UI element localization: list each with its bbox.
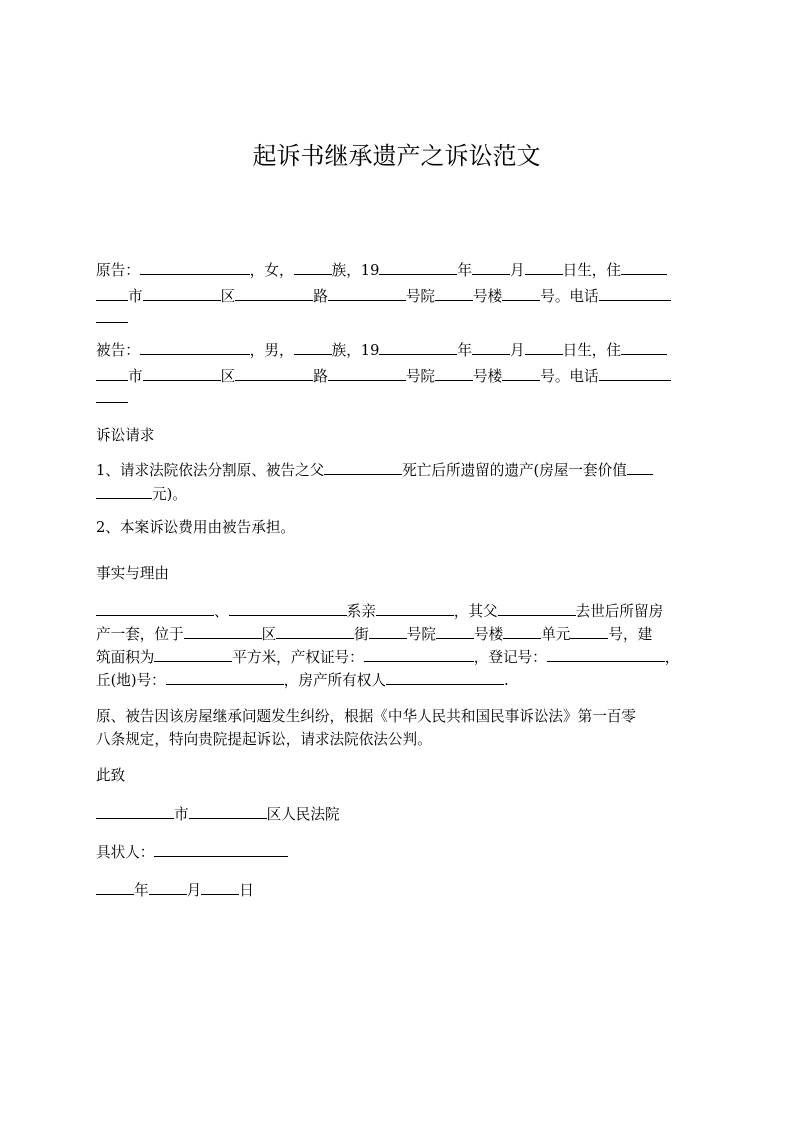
defendant-district-blank[interactable]	[143, 364, 221, 381]
defendant-city-blank[interactable]	[96, 364, 128, 381]
plaintiff-courtyard-label: 号院	[405, 288, 436, 305]
signer-label: 具状人：	[96, 844, 155, 861]
court-district-blank[interactable]	[189, 802, 267, 819]
plaintiff-city-label: 市	[128, 288, 143, 305]
date-month-blank[interactable]	[149, 878, 187, 895]
court-city-blank[interactable]	[96, 802, 174, 819]
defendant-year-label: 年	[457, 342, 472, 359]
claim-1-line-2	[96, 482, 187, 506]
defendant-line-3	[96, 386, 128, 410]
defendant-city-label: 市	[128, 368, 143, 385]
claim-1-text-c: 元)。	[152, 486, 187, 503]
plaintiff-day-blank[interactable]	[525, 258, 563, 275]
area-blank[interactable]	[154, 645, 232, 662]
defendant-month-blank[interactable]	[472, 338, 510, 355]
location-building-blank[interactable]	[436, 622, 474, 639]
facts-lot-label: 丘(地)号：	[96, 672, 166, 689]
plaintiff-city-blank[interactable]	[96, 284, 128, 301]
date-day-blank[interactable]	[201, 878, 239, 895]
plaintiff-sex: ，女，	[249, 262, 294, 279]
defendant-phone-label: 号。电话	[540, 368, 599, 385]
owner-blank[interactable]	[386, 668, 504, 685]
facts-father: ，其父	[453, 603, 498, 620]
plaintiff-road-label: 路	[313, 288, 328, 305]
court-line	[96, 802, 340, 826]
plaintiff-road-blank[interactable]	[235, 284, 313, 301]
court-name-label: 区人民法院	[266, 806, 340, 823]
defendant-year-prefix: 19	[360, 342, 380, 359]
plaintiff-day-label: 日生，住	[562, 262, 621, 279]
property-value-blank-cont[interactable]	[96, 482, 152, 499]
location-street-blank[interactable]	[276, 622, 354, 639]
facts-relation: 系亲	[346, 603, 376, 620]
plaintiff-name-blank[interactable]	[140, 258, 250, 275]
plaintiff-building-label: 号楼	[473, 288, 503, 305]
claim-2: 2、本案诉讼费用由被告承担。	[96, 519, 296, 536]
facts-line-3	[96, 645, 679, 669]
lot-number-blank[interactable]	[166, 668, 284, 685]
plaintiff-district-blank[interactable]	[143, 284, 221, 301]
defendant-building-label: 号楼	[473, 368, 503, 385]
plaintiff-line-2	[96, 284, 671, 308]
plaintiff-phone-blank[interactable]	[599, 284, 671, 301]
plaintiff-phone-blank-cont[interactable]	[96, 306, 128, 323]
facts-street: 街	[354, 626, 369, 643]
property-value-blank[interactable]	[627, 458, 653, 475]
facts-sqm: 平方米，产权证号：	[232, 649, 364, 666]
plaintiff-year-prefix: 19	[360, 262, 380, 279]
location-unit-blank[interactable]	[503, 622, 541, 639]
registration-blank[interactable]	[547, 645, 665, 662]
date-year-blank[interactable]	[96, 878, 134, 895]
plaintiff-ethnicity-label: 族，	[331, 262, 361, 279]
defendant-courtyard-label: 号院	[405, 368, 436, 385]
plaintiff-district-label: 区	[220, 288, 236, 305]
defendant-month-label: 月	[509, 342, 525, 359]
reason-line-2: 八条规定，特向贵院提起诉讼，请求法院依法公判。	[96, 731, 432, 748]
salutation: 此致	[96, 767, 126, 784]
document-title: 起诉书继承遗产之诉讼范文	[252, 142, 541, 170]
relation-blank[interactable]	[376, 599, 454, 616]
facts-period: .	[503, 672, 509, 689]
plaintiff-courtyard-blank[interactable]	[328, 284, 406, 301]
defendant-ethnicity-label: 族，	[331, 342, 361, 359]
plaintiff-label: 原告：	[96, 262, 140, 279]
facts-line-4	[96, 668, 509, 692]
facts-located: 产一套，位于	[96, 626, 184, 643]
location-courtyard-blank[interactable]	[369, 622, 407, 639]
facts-after-death: 去世后所留房	[575, 603, 664, 620]
plaintiff-line-3	[96, 306, 128, 330]
reason-line-1: 原、被告因该房屋继承问题发生纠纷，根据《中华人民共和国民事诉讼法》第一百零	[96, 708, 636, 725]
claim-1-line-1	[96, 458, 653, 482]
defendant-district-label: 区	[220, 368, 236, 385]
facts-reg: ，登记号：	[473, 649, 547, 666]
facts-unit: 单元	[541, 626, 571, 643]
plaintiff-number-blank[interactable]	[502, 284, 540, 301]
date-year-label: 年	[134, 882, 149, 899]
facts-courtyard: 号院	[406, 626, 436, 643]
location-number-blank[interactable]	[570, 622, 608, 639]
claim-1-text-a: 1、请求法院依法分割原、被告之父	[96, 462, 325, 479]
defendant-sex: ，男，	[249, 342, 294, 359]
plaintiff-year-blank[interactable]	[379, 258, 457, 275]
facts-line-2	[96, 622, 652, 646]
date-month-label: 月	[186, 882, 202, 899]
plaintiff-year-label: 年	[457, 262, 472, 279]
defendant-ethnicity-blank[interactable]	[294, 338, 332, 355]
property-cert-blank[interactable]	[364, 645, 474, 662]
plaintiff-month-label: 月	[509, 262, 525, 279]
defendant-line-2	[96, 364, 671, 388]
defendant-phone-blank-cont[interactable]	[96, 386, 128, 403]
defendant-road-label: 路	[313, 368, 328, 385]
facts-sep: 、	[214, 603, 229, 620]
signer-line	[96, 840, 288, 864]
claims-heading: 诉讼请求	[96, 427, 155, 444]
plaintiff-building-blank[interactable]	[435, 284, 473, 301]
plaintiff-month-blank[interactable]	[472, 258, 510, 275]
party-b-blank[interactable]	[229, 599, 347, 616]
court-city-label: 市	[174, 806, 189, 823]
defendant-phone-blank[interactable]	[599, 364, 671, 381]
defendant-number-blank[interactable]	[502, 364, 540, 381]
plaintiff-phone-label: 号。电话	[540, 288, 599, 305]
facts-line-1	[96, 599, 663, 623]
defendant-road-blank[interactable]	[235, 364, 313, 381]
father-blank[interactable]	[498, 599, 576, 616]
defendant-address-blank[interactable]	[621, 338, 667, 355]
plaintiff-address-blank[interactable]	[621, 258, 667, 275]
date-line	[96, 878, 254, 902]
plaintiff-line-1	[96, 258, 667, 282]
party-a-blank[interactable]	[96, 599, 214, 616]
defendant-building-blank[interactable]	[435, 364, 473, 381]
facts-number: 号，建	[608, 626, 653, 643]
plaintiff-ethnicity-blank[interactable]	[294, 258, 332, 275]
defendant-day-blank[interactable]	[525, 338, 563, 355]
facts-building: 号楼	[474, 626, 504, 643]
father-name-blank[interactable]	[324, 458, 402, 475]
facts-owner: ，房产所有权人	[283, 672, 386, 689]
defendant-year-blank[interactable]	[379, 338, 457, 355]
location-district-blank[interactable]	[184, 622, 262, 639]
date-day-label: 日	[239, 882, 254, 899]
claim-1-text-b: 死亡后所遗留的遗产(房屋一套价值	[402, 462, 627, 479]
facts-heading: 事实与理由	[96, 565, 169, 582]
defendant-courtyard-blank[interactable]	[328, 364, 406, 381]
facts-district: 区	[261, 626, 277, 643]
defendant-day-label: 日生，住	[562, 342, 621, 359]
facts-area-label: 筑面积为	[96, 649, 155, 666]
signer-blank[interactable]	[154, 840, 288, 857]
defendant-name-blank[interactable]	[140, 338, 250, 355]
facts-comma: ，	[664, 649, 680, 666]
defendant-line-1	[96, 338, 667, 362]
defendant-label: 被告：	[96, 342, 140, 359]
